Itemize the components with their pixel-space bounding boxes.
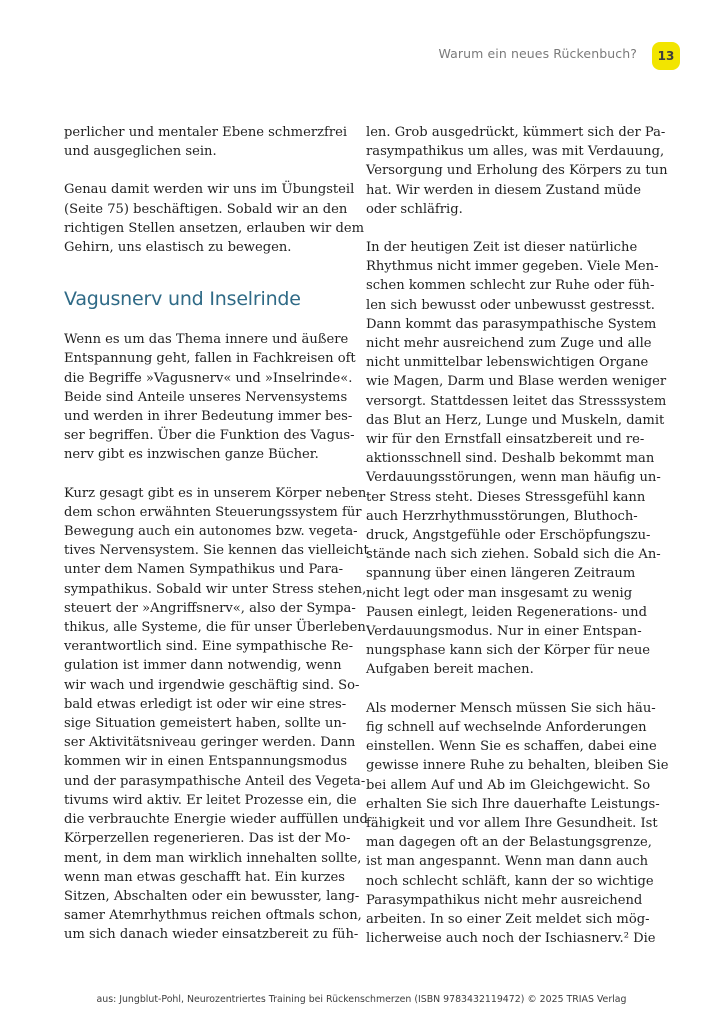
- text-line: len. Grob ausgedrückt, kümmert sich der Pa-: [366, 125, 666, 140]
- text-line: auch Herzrhythmusstörungen, Bluthoch-: [366, 508, 638, 524]
- text-line: wir für den Ernstfall einsatzbereit und re-: [366, 432, 645, 448]
- text-line: Entspannung geht, fallen in Fachkreisen oft: [64, 351, 356, 367]
- text-line: Versorgung und Erholung des Körpers zu tun: [366, 163, 668, 179]
- text-line: Verdauungsmodus. Nur in einer Entspan-: [366, 624, 642, 640]
- text-line: gulation ist immer dann notwendig, wenn: [64, 658, 342, 674]
- text-line: richtigen Stellen ansetzen, erlauben wir dem: [64, 220, 364, 236]
- text-line: um sich danach wieder einsatzbereit zu füh-: [64, 927, 359, 943]
- text-line: ser begriffen. Über die Funktion des Vagus-: [64, 428, 355, 444]
- text-line: Bewegung auch ein autonomes bzw. vegeta-: [64, 524, 358, 540]
- text-line: tivums wird aktiv. Er leitet Prozesse ein, die: [64, 792, 357, 808]
- right-column: [366, 123, 669, 948]
- paragraph: [366, 699, 669, 949]
- text-line: Aufgaben bereit machen.: [366, 662, 534, 678]
- text-line: druck, Angstgefühle oder Erschöpfungszu-: [366, 528, 651, 544]
- text-line: Rhythmus nicht immer gegeben. Viele Men-: [366, 259, 659, 275]
- text-line: Sitzen, Abschalten oder ein bewusster, lang-: [64, 888, 360, 904]
- text-line: perlicher und mentaler Ebene schmerzfrei: [64, 125, 348, 140]
- text-line: das Blut an Herz, Lunge und Muskeln, damit: [366, 412, 665, 428]
- source-footer: aus: Jungblut-Pohl, Neurozentriertes Training bei Rückenschmerzen (ISBN 9783432119472) © 2025 TRIAS Verlag: [96, 994, 627, 1005]
- text-line: sige Situation gemeistert haben, sollte un-: [64, 716, 347, 732]
- text-line: Beide sind Anteile unseres Nervensystems: [64, 389, 348, 405]
- left-column: [64, 123, 369, 945]
- text-line: die verbrauchte Energie wieder auffüllen und: [64, 812, 368, 828]
- paragraph: [366, 238, 667, 680]
- text-line: Dann kommt das parasympathische System: [366, 316, 657, 332]
- paragraph: [64, 330, 356, 464]
- text-line: fähigkeit und vor allem Ihre Gesundheit. Ist: [366, 815, 658, 831]
- text-line: len sich bewusst oder unbewusst gestresst.: [366, 297, 655, 313]
- text-line: (Seite 75) beschäftigen. Sobald wir an den: [64, 201, 348, 217]
- text-line: Als moderner Mensch müssen Sie sich häu-: [366, 700, 656, 716]
- text-line: spannung über einen längeren Zeitraum: [366, 566, 636, 582]
- text-line: erhalten Sie sich Ihre dauerhafte Leistungs-: [366, 796, 660, 812]
- text-line: tives Nervensystem. Sie kennen das vielleicht: [64, 543, 369, 559]
- text-line: wie Magen, Darm und Blase werden weniger: [366, 374, 667, 390]
- text-line: man dagegen oft an der Belastungsgrenze,: [366, 835, 652, 851]
- text-line: unter dem Namen Sympathikus und Para-: [64, 562, 344, 578]
- text-line: ser Aktivitätsniveau geringer werden. Dann: [64, 735, 356, 751]
- text-line: Kurz gesagt gibt es in unserem Körper neben: [64, 485, 367, 501]
- text-line: kommen wir in einen Entspannungsmodus: [64, 754, 348, 770]
- text-line: einstellen. Wenn Sie es schaffen, dabei eine: [366, 739, 657, 755]
- text-line: oder schläfrig.: [366, 201, 463, 217]
- text-line: thikus, alle Systeme, die für unser Überleben: [64, 620, 366, 636]
- text-line: sympathikus. Sobald wir unter Stress stehen,: [64, 581, 367, 597]
- text-line: nungsphase kann sich der Körper für neue: [366, 643, 650, 659]
- paragraph: [64, 484, 369, 945]
- text-line: und werden in ihrer Bedeutung immer bes-: [64, 409, 353, 425]
- text-line: samer Atemrhythmus reichen oftmals schon,: [64, 908, 362, 924]
- text-line: verantwortlich sind. Eine sympathische Re-: [64, 639, 353, 655]
- text-line: Pausen einlegt, leiden Regenerations- und: [366, 604, 647, 620]
- text-line: die Begriffe »Vagusnerv« und »Inselrinde«.: [64, 370, 353, 386]
- text-line: noch schlecht schläft, kann der so wichtige: [366, 873, 654, 889]
- text-line: licherweise auch noch der Ischiasnerv.² Die: [366, 931, 656, 947]
- running-header-title: Warum ein neues Rückenbuch?: [438, 46, 637, 61]
- text-line: stände nach sich ziehen. Sobald sich die An-: [366, 547, 661, 563]
- text-line: nerv gibt es inzwischen ganze Bücher.: [64, 447, 319, 463]
- paragraph: [64, 123, 348, 161]
- text-line: nicht legt oder man insgesamt zu wenig: [366, 585, 633, 601]
- text-line: schen kommen schlecht zur Ruhe oder füh-: [366, 278, 655, 294]
- text-line: wir wach und irgendwie geschäftig sind. So-: [64, 677, 360, 693]
- text-line: Gehirn, uns elastisch zu bewegen.: [64, 240, 292, 256]
- paragraph: [64, 180, 364, 257]
- section-heading: Vagusnerv und Inselrinde: [64, 288, 301, 311]
- text-line: bald etwas erledigt ist oder wir eine stres-: [64, 696, 347, 712]
- text-line: rasympathikus um alles, was mit Verdauung,: [366, 144, 665, 160]
- text-line: hat. Wir werden in diesem Zustand müde: [366, 182, 642, 198]
- text-line: ter Stress steht. Dieses Stressgefühl kann: [366, 489, 646, 505]
- text-line: Körperzellen regenerieren. Das ist der Mo-: [64, 831, 351, 847]
- text-line: Genau damit werden wir uns im Übungsteil: [64, 182, 355, 198]
- text-line: gewisse innere Ruhe zu behalten, bleiben Sie: [366, 758, 669, 774]
- text-line: aktionsschnell sind. Deshalb bekommt man: [366, 451, 655, 467]
- text-line: dem schon erwähnten Steuerungssystem für: [64, 504, 362, 520]
- text-line: und der parasympathische Anteil des Vegeta-: [64, 773, 366, 789]
- text-line: Verdauungsstörungen, wenn man häufig un-: [366, 470, 661, 486]
- text-line: bei allem Auf und Ab im Gleichgewicht. So: [366, 777, 651, 793]
- text-line: ist man angespannt. Wenn man dann auch: [366, 854, 649, 870]
- text-line: und ausgeglichen sein.: [64, 144, 217, 160]
- text-line: arbeiten. In so einer Zeit meldet sich mög-: [366, 911, 650, 927]
- text-line: ment, in dem man wirklich innehalten sollte,: [64, 850, 362, 866]
- text-line: nicht unmittelbar lebenswichtigen Organe: [366, 355, 649, 371]
- text-line: In der heutigen Zeit ist dieser natürliche: [366, 240, 638, 256]
- paragraph: [366, 123, 668, 219]
- text-line: steuert der »Angriffsnerv«, also der Sympa-: [64, 600, 356, 616]
- text-line: fig schnell auf wechselnde Anforderungen: [366, 719, 647, 735]
- page-number-badge: 13: [652, 42, 680, 70]
- text-line: Wenn es um das Thema innere und äußere: [64, 332, 349, 348]
- text-line: wenn man etwas geschafft hat. Ein kurzes: [64, 869, 346, 885]
- text-line: Parasympathikus nicht mehr ausreichend: [366, 892, 643, 908]
- text-line: versorgt. Stattdessen leitet das Stresssystem: [366, 393, 667, 409]
- text-line: nicht mehr ausreichend zum Zuge und alle: [366, 336, 652, 352]
